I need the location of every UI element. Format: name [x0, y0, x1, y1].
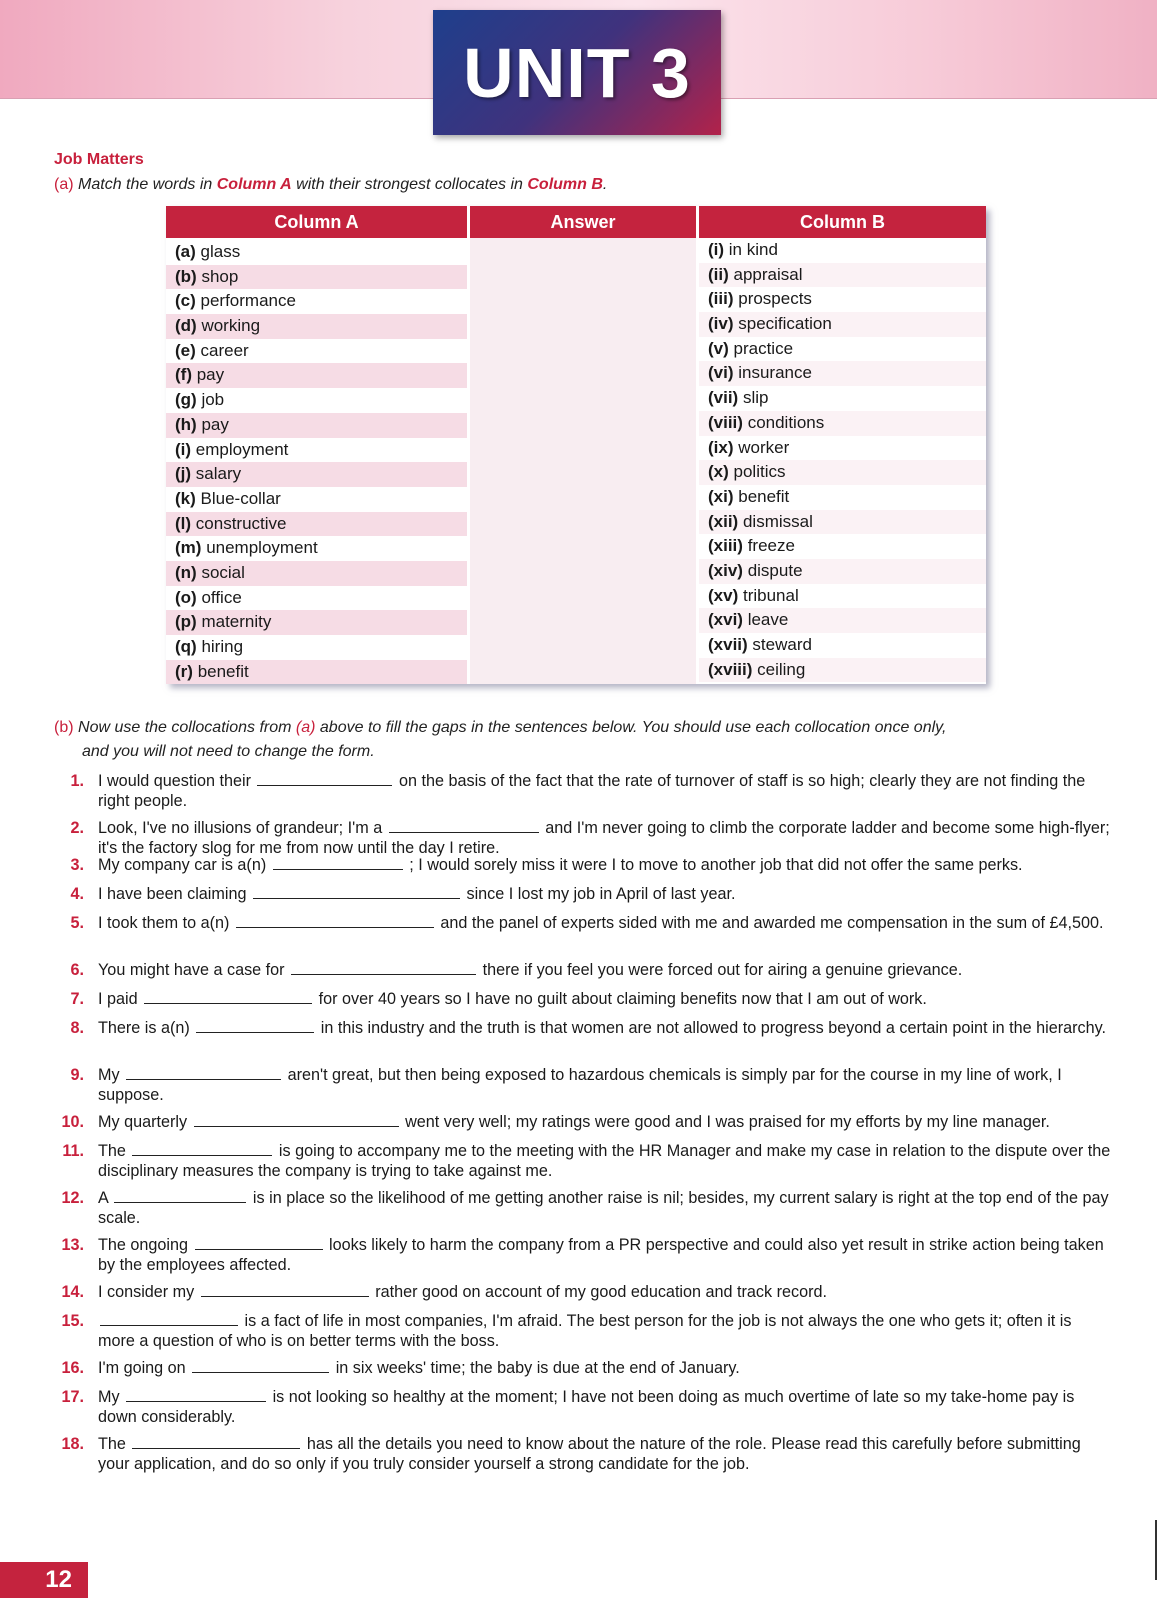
item-key: (vii): [708, 388, 739, 408]
sentence-after: for over 40 years so I have no guilt about claiming benefits now that I am out of work.: [318, 990, 927, 1008]
sentence-after: rather good on account of my good education and track record.: [375, 1283, 827, 1301]
page-number: 12: [0, 1562, 88, 1598]
item-key: (a): [175, 242, 196, 261]
sentence-before: My quarterly: [98, 1113, 188, 1131]
sentence-number: 4.: [70, 885, 84, 903]
table-row: [166, 635, 467, 660]
item-key: (v): [708, 338, 729, 358]
item-word: unemployment: [206, 538, 318, 558]
answer-gap[interactable]: [126, 1065, 281, 1080]
sentence-after: looks likely to harm the company from a PR perspective and could also yet result in strike action being taken by the employees affected.: [98, 1236, 1104, 1274]
table-row: [699, 485, 986, 510]
item-key: (f): [175, 365, 192, 385]
item-key: (j): [175, 464, 192, 484]
sentence-after: there if you feel you were forced out for airing a genuine grievance.: [482, 961, 963, 979]
answer-gap[interactable]: [389, 818, 539, 833]
item-word: pay: [196, 365, 225, 385]
item-word: dismissal: [742, 511, 813, 531]
table-row: [699, 386, 986, 411]
sentence-after: and I'm never going to climb the corporate ladder and become some high-flyer; it's the factory slog for me from now until the day I retire.: [98, 819, 1110, 857]
part-b-text-1: Now use the collocations from: [78, 719, 296, 736]
item-word: prospects: [738, 289, 812, 309]
sentence-before: There is a(n): [98, 1019, 190, 1037]
sentence-item: [54, 1235, 1112, 1275]
answer-gap[interactable]: [126, 1387, 266, 1402]
item-key: (b): [175, 266, 197, 286]
sentence-item: [54, 884, 1112, 904]
unit-title: UNIT 3: [463, 33, 691, 112]
column-b-header: Column B: [699, 206, 986, 238]
sentence-number: 18.: [61, 1435, 84, 1453]
answer-gap[interactable]: [132, 1141, 272, 1156]
item-key: (x): [708, 462, 729, 482]
table-row: [699, 263, 986, 288]
table-row: [166, 512, 467, 537]
sentence-before: I'm going on: [98, 1359, 186, 1377]
item-word: practice: [733, 338, 794, 358]
sentence-item: [54, 960, 1112, 980]
table-row: [166, 240, 467, 265]
sentence-before: You might have a case for: [98, 961, 285, 979]
sentence-number: 17.: [61, 1388, 84, 1406]
sentence-before: A: [98, 1189, 108, 1207]
sentence-number: 7.: [70, 990, 84, 1008]
table-row: [699, 584, 986, 609]
sentence-number: 16.: [61, 1359, 84, 1377]
item-word: glass: [200, 242, 241, 261]
sentence-item: [54, 1141, 1112, 1181]
part-a-instruction: [54, 176, 607, 194]
item-word: leave: [747, 610, 789, 630]
sentence-before: My: [98, 1066, 120, 1084]
item-word: job: [201, 390, 225, 410]
column-b-list: [699, 238, 986, 684]
sentence-number: 2.: [70, 819, 84, 837]
sentence-after: is not looking so healthy at the moment; I have not been doing as much overtime of late so my take-home pay is down considerably.: [98, 1388, 1075, 1426]
sentence-number: 6.: [70, 961, 84, 979]
item-key: (i): [708, 240, 725, 259]
item-key: (m): [175, 538, 202, 558]
sentence-before: Look, I've no illusions of grandeur; I'm a: [98, 819, 383, 837]
sentence-after: on the basis of the fact that the rate of turnover of staff is so high; clearly they are not finding the right people.: [98, 772, 1086, 810]
item-word: steward: [752, 635, 812, 654]
sentence-after: since I lost my job in April of last year.: [466, 885, 736, 903]
sentence-before: I consider my: [98, 1283, 195, 1301]
sentence-number: 15.: [61, 1312, 84, 1330]
column-a-ref: Column A: [216, 176, 292, 193]
answer-gap[interactable]: [257, 771, 392, 786]
sentence-after: is a fact of life in most companies, I'm afraid. The best person for the job is not always the one who gets it; often it is more a question of who is on better terms with the boss.: [98, 1312, 1072, 1350]
item-word: insurance: [738, 363, 812, 383]
column-b-ref: Column B: [527, 176, 603, 193]
column-a-header: Column A: [166, 206, 467, 238]
item-key: (viii): [708, 412, 743, 432]
item-key: (xiv): [708, 560, 743, 580]
item-word: social: [201, 562, 245, 582]
item-key: (p): [175, 612, 197, 632]
answer-gap[interactable]: [291, 960, 476, 975]
sentence-item: [54, 989, 1112, 1009]
sentence-item: [54, 818, 1112, 858]
sentence-item: [54, 1065, 1112, 1105]
answer-gap[interactable]: [253, 884, 460, 899]
part-a-text-3: .: [602, 176, 608, 193]
item-key: (k): [175, 488, 196, 508]
sentence-item: [54, 1358, 1112, 1378]
table-row: [699, 510, 986, 535]
part-a-label: (a): [54, 176, 74, 193]
sentence-item: [54, 1387, 1112, 1427]
column-a-list: [166, 238, 467, 684]
item-word: specification: [738, 314, 832, 334]
answer-gap[interactable]: [273, 855, 403, 870]
answer-gap[interactable]: [114, 1188, 246, 1203]
table-row: [166, 388, 467, 413]
item-key: (xi): [708, 486, 734, 506]
answer-header: Answer: [470, 206, 696, 238]
answer-gap[interactable]: [192, 1358, 329, 1373]
answer-gap[interactable]: [100, 1311, 238, 1326]
table-row: [699, 337, 986, 362]
sentence-item: [54, 913, 1112, 933]
answer-gap[interactable]: [201, 1282, 369, 1297]
item-word: slip: [742, 388, 769, 408]
item-key: (e): [175, 340, 196, 360]
item-word: ceiling: [757, 659, 806, 679]
sentence-before: The ongoing: [98, 1236, 189, 1254]
sentence-after: ; I would sorely miss it were I to move to another job that did not offer the same perks.: [409, 856, 1023, 874]
table-row: [166, 610, 467, 635]
sentence-after: and the panel of experts sided with me and awarded me compensation in the sum of £4,500.: [440, 914, 1104, 932]
sentence-before: I paid: [98, 990, 138, 1008]
sentence-before: My company car is a(n): [98, 856, 267, 874]
table-row: [166, 363, 467, 388]
part-b-instruction: [54, 716, 1114, 764]
part-b-label: (b): [54, 719, 74, 736]
sentence-number: 14.: [61, 1283, 84, 1301]
item-word: performance: [200, 291, 296, 311]
item-key: (c): [175, 291, 196, 311]
table-row: [166, 462, 467, 487]
sentence-number: 8.: [70, 1019, 84, 1037]
item-word: benefit: [197, 661, 249, 681]
item-word: freeze: [747, 536, 795, 556]
item-word: constructive: [195, 513, 287, 533]
item-key: (vi): [708, 363, 734, 383]
table-row: [166, 660, 467, 685]
item-key: (o): [175, 587, 197, 607]
table-row: [166, 265, 467, 290]
item-word: shop: [201, 266, 239, 286]
answer-column[interactable]: [470, 238, 696, 684]
table-row: [699, 559, 986, 584]
sentence-item: [54, 1311, 1112, 1351]
answer-gap[interactable]: [194, 1112, 399, 1127]
item-word: tribunal: [742, 585, 799, 605]
sentence-before: I took them to a(n): [98, 914, 230, 932]
item-key: (xv): [708, 585, 739, 605]
item-word: office: [201, 587, 242, 607]
table-row: [166, 487, 467, 512]
table-row: [699, 238, 986, 263]
item-key: (ii): [708, 264, 729, 284]
item-key: (l): [175, 513, 192, 533]
table-row: [166, 438, 467, 463]
part-b-text-3: and you will not need to change the form.: [82, 743, 375, 760]
sentence-after: has all the details you need to know about the nature of the role. Please read this carefully before submitting your application, and do so only if you truly consider yourself a strong candidate for the job.: [98, 1435, 1081, 1473]
sentence-after: went very well; my ratings were good and I was praised for my efforts by my line manager.: [405, 1113, 1050, 1131]
item-key: (d): [175, 316, 197, 336]
answer-gap[interactable]: [132, 1434, 300, 1449]
table-row: [166, 413, 467, 438]
collocation-table: [166, 206, 986, 684]
sentence-before: I would question their: [98, 772, 251, 790]
item-key: (n): [175, 562, 197, 582]
sentence-after: in six weeks' time; the baby is due at the end of January.: [335, 1359, 740, 1377]
sentence-number: 13.: [61, 1236, 84, 1254]
part-a-text-2: with their strongest collocates in: [291, 176, 528, 193]
item-key: (iii): [708, 289, 734, 309]
sentence-number: 9.: [70, 1066, 84, 1084]
item-word: appraisal: [733, 264, 803, 284]
item-key: (xii): [708, 511, 739, 531]
sentence-number: 5.: [70, 914, 84, 932]
table-row: [699, 658, 986, 683]
section-title: Job Matters: [54, 151, 144, 168]
item-key: (xvi): [708, 610, 743, 630]
item-word: working: [201, 316, 261, 336]
table-row: [699, 436, 986, 461]
answer-gap[interactable]: [236, 913, 434, 928]
sentence-item: [54, 1188, 1112, 1228]
sentence-item: [54, 855, 1112, 875]
sentence-number: 3.: [70, 856, 84, 874]
part-a-text-1: Match the words in: [78, 176, 217, 193]
item-key: (r): [175, 661, 193, 681]
table-row: [699, 608, 986, 633]
sentence-number: 12.: [61, 1189, 84, 1207]
part-b-text-2: above to fill the gaps in the sentences below. You should use each collocation once only,: [315, 719, 947, 736]
table-row: [166, 339, 467, 364]
table-row: [699, 287, 986, 312]
table-row: [699, 460, 986, 485]
table-row: [166, 561, 467, 586]
item-word: maternity: [201, 612, 272, 632]
table-row: [699, 534, 986, 559]
sentence-before: My: [98, 1388, 120, 1406]
item-word: career: [200, 340, 249, 360]
item-key: (ix): [708, 437, 734, 457]
sentence-item: [54, 771, 1112, 811]
item-word: worker: [738, 437, 790, 457]
answer-gap[interactable]: [196, 1018, 314, 1033]
sentence-after: aren't great, but then being exposed to hazardous chemicals is simply par for the course in my line of work, I suppose.: [98, 1066, 1062, 1104]
sentence-number: 10.: [61, 1113, 84, 1131]
item-key: (g): [175, 390, 197, 410]
sentence-before: I have been claiming: [98, 885, 247, 903]
item-key: (h): [175, 414, 197, 434]
item-word: employment: [195, 439, 289, 459]
sentence-item: [54, 1434, 1112, 1474]
sentence-before: The: [98, 1435, 126, 1453]
answer-gap[interactable]: [195, 1235, 323, 1250]
item-word: Blue-collar: [200, 488, 281, 508]
item-key: (q): [175, 637, 197, 656]
sentence-item: [54, 1282, 1112, 1302]
table-row: [699, 633, 986, 658]
table-row: [166, 314, 467, 339]
item-word: conditions: [747, 412, 825, 432]
unit-title-box: [433, 10, 721, 135]
sentence-after: is going to accompany me to the meeting with the HR Manager and make my case in relation to the dispute over the disciplinary measures the company is trying to take against me.: [98, 1142, 1111, 1180]
item-word: benefit: [738, 486, 790, 506]
sentence-after: is in place so the likelihood of me getting another raise is nil; besides, my current salary is right at the top end of the pay scale.: [98, 1189, 1109, 1227]
sentence-before: The: [98, 1142, 126, 1160]
item-word: pay: [201, 414, 229, 434]
answer-gap[interactable]: [144, 989, 312, 1004]
item-word: politics: [733, 462, 786, 482]
item-word: in kind: [728, 240, 778, 259]
item-key: (iv): [708, 314, 734, 334]
sentence-number: 11.: [62, 1142, 84, 1160]
sentence-item: [54, 1112, 1112, 1132]
sentence-item: [54, 1018, 1112, 1038]
table-row: [166, 536, 467, 561]
item-word: salary: [195, 464, 242, 484]
sentence-number: 1.: [70, 772, 84, 790]
item-word: dispute: [747, 560, 803, 580]
item-key: (i): [175, 439, 192, 459]
sentence-after: in this industry and the truth is that women are not allowed to progress beyond a certain point in the hierarchy.: [320, 1019, 1107, 1037]
item-key: (xiii): [708, 536, 743, 556]
table-row: [699, 411, 986, 436]
table-row: [166, 289, 467, 314]
item-key: (xvii): [708, 635, 748, 654]
table-row: [699, 312, 986, 337]
item-word: hiring: [201, 637, 244, 656]
table-row: [166, 586, 467, 611]
item-key: (xviii): [708, 659, 753, 679]
table-row: [699, 361, 986, 386]
part-b-ref: (a): [295, 719, 316, 736]
